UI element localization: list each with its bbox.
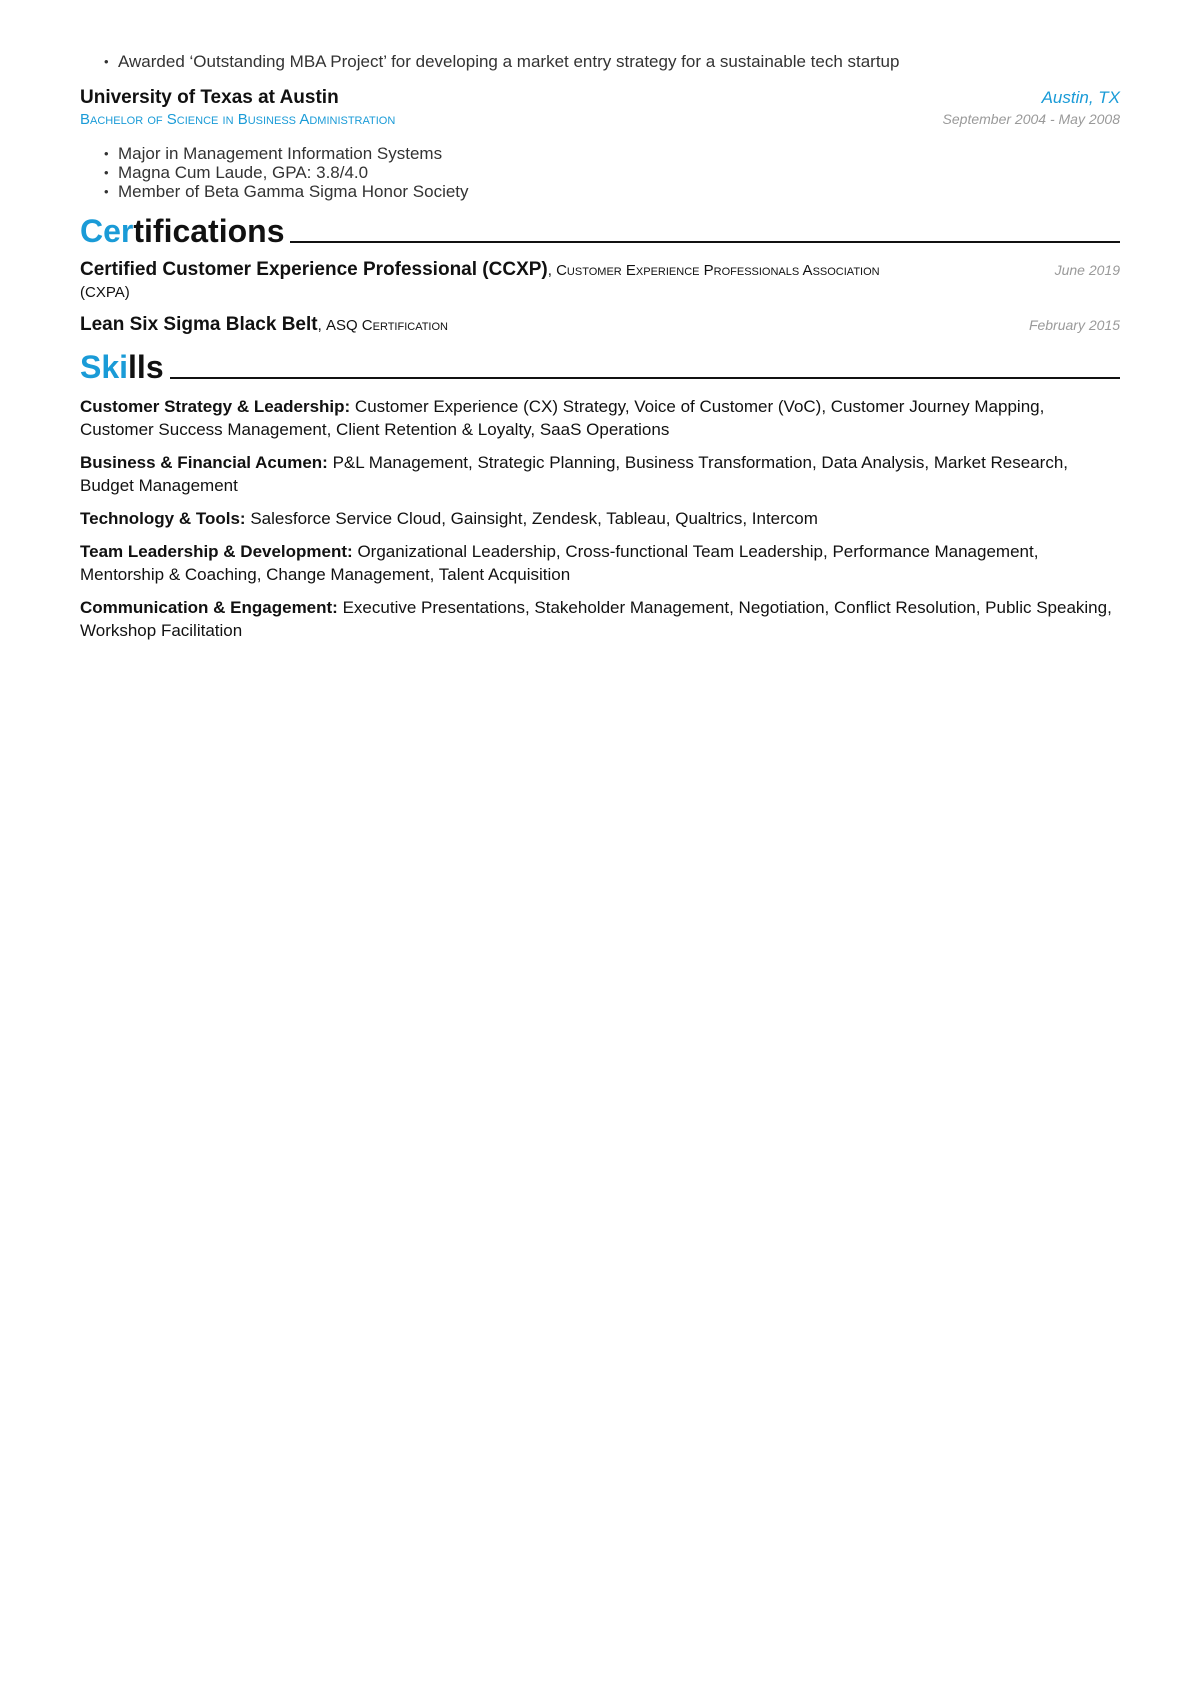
skill-group-label: Customer Strategy & Leadership:: [80, 397, 351, 416]
bullet-item: • Magna Cum Laude, GPA: 3.8/4.0: [80, 163, 1120, 182]
education-header: [80, 86, 1120, 110]
section-title-accent: Cer: [80, 213, 134, 249]
skills-heading: [80, 349, 1120, 385]
section-title: [80, 213, 284, 249]
certification-item: [80, 259, 1120, 304]
skill-group-list: Executive Presentations, Stakeholder Management, Negotiation, Conflict Resolution, Public Speaking, Workshop Facilitation: [80, 598, 1112, 640]
section-title-accent: Ski: [80, 349, 129, 385]
certifications-heading: [80, 213, 1120, 249]
resume-content: [80, 52, 1120, 642]
section-title-rest: tifications: [133, 213, 285, 249]
skill-group-list: Customer Experience (CX) Strategy, Voice of Customer (VoC), Customer Journey Mapping, Customer Success Management, Client Retention & Loyalty, SaaS Operations: [80, 397, 1045, 439]
skill-group: [80, 596, 1120, 642]
skill-group-label: Technology & Tools:: [80, 509, 246, 528]
skill-group-list: Organizational Leadership, Cross-functional Team Leadership, Performance Management, Mentorship & Coaching, Change Management, Talent Acquisition: [80, 542, 1039, 584]
section-divider: [170, 377, 1120, 379]
bullet-item: • Major in Management Information Systems: [80, 144, 1120, 163]
bullet-item: • Member of Beta Gamma Sigma Honor Society: [80, 182, 1120, 201]
certification-name: Certified Customer Experience Professional (CCXP): [80, 259, 548, 280]
education-subheader: [80, 110, 1120, 130]
section-title-rest: lls: [128, 349, 164, 385]
skill-group-list: P&L Management, Strategic Planning, Business Transformation, Data Analysis, Market Research, Budget Management: [80, 453, 1069, 495]
degree-title: Bachelor of Science in Business Administration: [80, 111, 396, 128]
section-title: [80, 349, 164, 385]
certification-date: June 2019: [1054, 262, 1120, 278]
institution-location: Austin, TX: [1041, 88, 1120, 107]
skill-group: [80, 451, 1120, 497]
certification-name: Lean Six Sigma Black Belt: [80, 314, 318, 335]
skill-group: [80, 395, 1120, 441]
section-divider: [290, 241, 1120, 243]
certification-issuer: Customer Experience Professionals Association (CXPA): [80, 262, 880, 301]
skill-group-list: Salesforce Service Cloud, Gainsight, Zendesk, Tableau, Qualtrics, Intercom: [250, 509, 818, 528]
certification-main: Certified Customer Experience Professional (CCXP), Customer Experience Professionals Association (CXPA): [80, 259, 880, 301]
skill-group: [80, 540, 1120, 586]
institution-name: University of Texas at Austin: [80, 87, 339, 108]
skill-group: [80, 507, 1120, 530]
skill-group-label: Communication & Engagement:: [80, 598, 338, 617]
mba-bullets: [80, 52, 1120, 71]
skill-group-label: Business & Financial Acumen:: [80, 453, 328, 472]
education-bullets: [80, 144, 1120, 201]
certification-issuer: ASQ Certification: [325, 317, 448, 334]
certification-item: [80, 314, 1120, 337]
certification-date: February 2015: [1028, 317, 1120, 333]
education-dates: September 2004 - May 2008: [942, 111, 1120, 127]
education-entry: [80, 86, 1120, 201]
bullet-item: • Awarded ‘Outstanding MBA Project’ for developing a market entry strategy for a sustainable tech startup: [80, 52, 1120, 71]
skill-group-label: Team Leadership & Development:: [80, 542, 353, 561]
certification-main: Lean Six Sigma Black Belt, ASQ Certification: [80, 314, 448, 335]
